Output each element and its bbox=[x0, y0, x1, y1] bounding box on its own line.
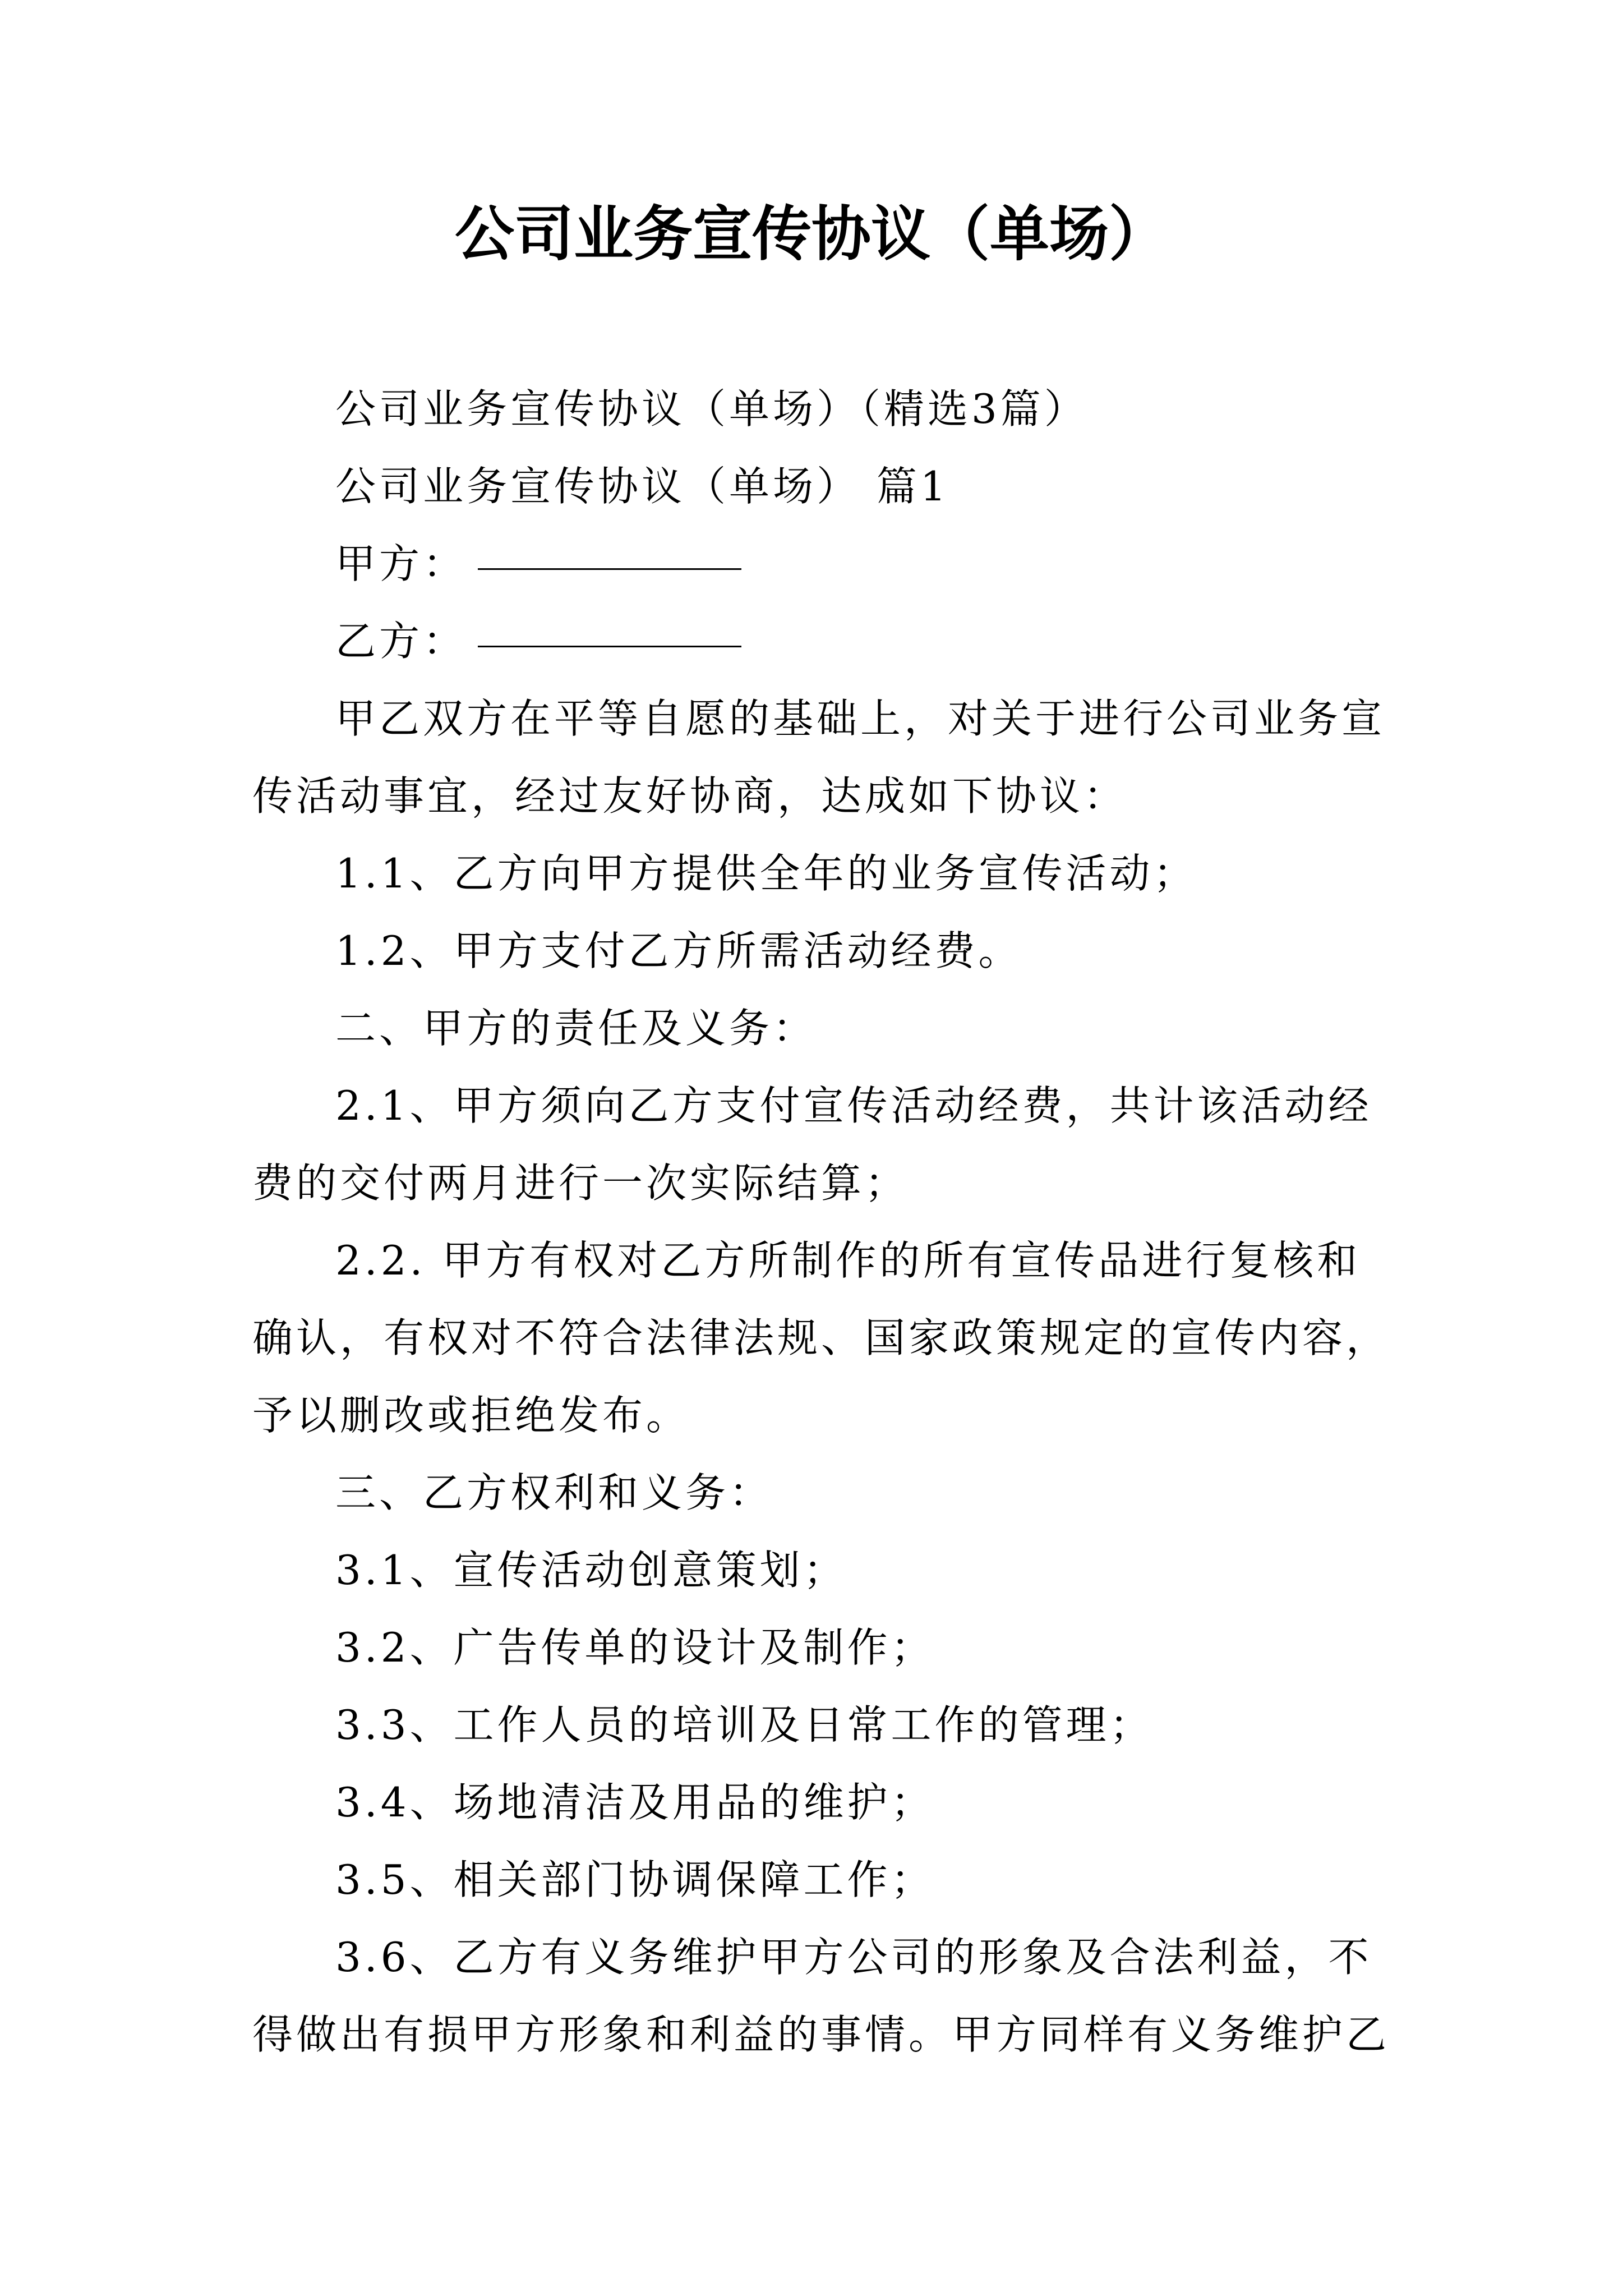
paragraph: 1.1、乙方向甲方提供全年的业务宣传活动； bbox=[335, 850, 1197, 897]
paragraph: 3.6、乙方有义务维护甲方公司的形象及合法利益，不得做出有损甲方形象和利益的事情。甲方同样有义务维护乙 bbox=[252, 1934, 1390, 2058]
party-b-line bbox=[252, 602, 1402, 680]
paragraph: 3.3、工作人员的培训及日常工作的管理； bbox=[335, 1701, 1154, 1749]
document-title: 公司业务宣传协议（单场） bbox=[455, 200, 1168, 269]
section-heading: 公司业务宣传协议（单场） 篇1 bbox=[335, 463, 949, 510]
section-heading: 三、乙方权利和义务： bbox=[335, 1469, 773, 1516]
party-b-label: 乙方： bbox=[335, 618, 467, 665]
paragraph: 2.1、甲方须向乙方支付宣传活动经费，共计该活动经费的交付两月进行一次实际结算； bbox=[252, 1082, 1372, 1207]
party-a-blank bbox=[478, 566, 741, 570]
paragraph: 甲乙双方在平等自愿的基础上，对关于进行公司业务宣传活动事宜，经过友好协商，达成如下协议： bbox=[252, 695, 1386, 820]
paragraph: 3.1、宣传活动创意策划； bbox=[335, 1547, 847, 1594]
party-a-label: 甲方： bbox=[335, 540, 467, 587]
paragraph: 3.2、广告传单的设计及制作； bbox=[335, 1624, 935, 1671]
party-a-line bbox=[252, 525, 1402, 602]
party-b-blank bbox=[478, 643, 741, 647]
document-body bbox=[252, 370, 1402, 2073]
section-heading: 二、甲方的责任及义务： bbox=[335, 1005, 817, 1052]
paragraph: 3.4、场地清洁及用品的维护； bbox=[335, 1779, 935, 1826]
paragraph: 2.2. 甲方有权对乙方所制作的所有宣传品进行复核和确认，有权对不符合法律法规、国家政策规定的宣传内容，予以删改或拒绝发布。 bbox=[252, 1237, 1390, 1439]
paragraph: 3.5、相关部门协调保障工作； bbox=[335, 1856, 935, 1903]
subtitle-paragraph: 公司业务宣传协议（单场）（精选3篇） bbox=[335, 385, 1088, 432]
paragraph: 1.2、甲方支付乙方所需活动经费。 bbox=[335, 927, 1022, 974]
